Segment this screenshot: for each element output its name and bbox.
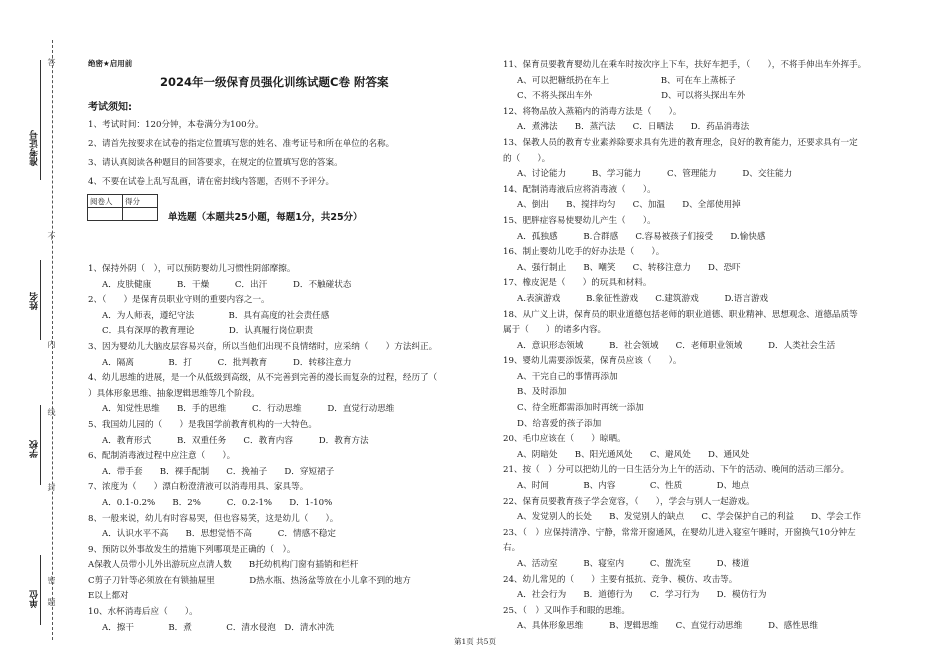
answer-options: A、可以把糖纸扔在车上 B、可在车上蒸栎子 [517, 75, 736, 86]
question-text: A保教人员带小儿外出游玩应点清人数 B托幼机构门窗有插销和栏杆 [88, 560, 359, 571]
answer-options: C、不将头探出车外 D、可以将头探出车外 [517, 91, 746, 102]
question-text: 7、浓度为（ ）漂白粉澄清液可以消毒用具、家具等。 [88, 482, 309, 493]
answer-options: A．隔离 B．打 C．批判教育 D．转移注意力 [102, 357, 352, 368]
section-heading: 单选题（本题共25小题，每题1分，共25分） [168, 212, 363, 223]
question-text: 10、水杯消毒后应（ ）。 [88, 607, 198, 618]
margin-underline-exam-number [40, 60, 42, 180]
margin-mark: 不 [47, 232, 56, 240]
question-text: 20、毛巾应该在（ ）晾晒。 [503, 434, 626, 445]
secret-label: 绝密★启用前 [88, 59, 133, 68]
notice-item: 2、请首先按要求在试卷的指定位置填写您的姓名、准考证号和所在单位的名称。 [88, 139, 395, 149]
answer-options: D、给喜爱的孩子添加 [517, 418, 602, 429]
margin-label-school: 学校 [30, 440, 40, 458]
question-text: 属于（ ）的诸多内容。 [503, 325, 607, 336]
score-blank[interactable] [123, 208, 158, 221]
notice-item: 4、不要在试卷上乱写乱画，请在密封线内答题，否则不予评分。 [88, 177, 335, 187]
question-text: 9、预防以外事故发生的措施下列哪项是正确的（ ）。 [88, 544, 296, 555]
answer-options: A．为人师表，遵纪守法 B．具有高度的社会责任感 [102, 310, 330, 321]
questions-left-column [88, 262, 437, 636]
question-text: 3、因为婴幼儿大脑皮层容易兴奋，所以当他们出现不良情绪时，应采纳（ ）方法纠正。 [88, 341, 438, 352]
score-cell: 得分 [123, 195, 158, 208]
margin-mark: 线 [47, 408, 56, 416]
question-text: 21、按（ ）分可以把幼儿的一日生活分为上午的活动、下午的活动、晚间的活动三部分。 [503, 465, 850, 476]
answer-options: A.表演游戏 B.象征性游戏 C.建筑游戏 D.语言游戏 [517, 293, 769, 304]
answer-options: B、及时添加 [517, 387, 567, 398]
margin-underline-name [40, 260, 42, 340]
notice-list [88, 116, 394, 192]
answer-options: A、讨论能力 B、学习能力 C、管理能力 D、交往能力 [517, 169, 793, 180]
page-footer: 第1页 共5页 [454, 637, 496, 646]
question-text: 16、制止婴幼儿吃手的好办法是（ ）。 [503, 247, 665, 258]
question-text: 25、（ ）又叫作手和眼的思维。 [503, 605, 630, 616]
question-text: 13、保教人员的教育专业素养除要求具有先进的教育理念，良好的教育能力，还要求具有一定 [503, 137, 858, 148]
question-text: 12、将物品放入蒸箱内的消毒方法是（ ）。 [503, 106, 682, 117]
question-text: 19、婴幼儿需要添饭菜，保育员应该（ ）。 [503, 356, 682, 367]
question-text: 2、（ ）是保育员职业守则的重要内容之一。 [88, 295, 270, 306]
notice-item: 1、考试时间：120分钟，本卷满分为100分。 [88, 120, 264, 130]
binding-margin [0, 0, 75, 671]
answer-options: A．煮沸法 B．蒸汽法 C．日晒法 D．药品消毒法 [517, 122, 750, 133]
question-text: 8、一般来说，幼儿有时容易哭，但也容易笑，这是幼儿（ ）。 [88, 513, 339, 524]
answer-options: A．带手套 B．裸手配制 C．挽袖子 D．穿短裙子 [102, 466, 335, 477]
question-text: 6、配制消毒液过程中应注意（ ）。 [88, 451, 236, 462]
question-text: 的（ ）。 [503, 153, 551, 164]
page-title: 2024年一级保育员强化训练试题C卷 附答案 [160, 75, 389, 89]
question-text: 11、保育员要教育婴幼儿在乘车时按次序上下车，扶好车把手，（ ），不将手伸出车外挥手。 [503, 60, 867, 70]
margin-label-name: 姓名 [30, 292, 40, 310]
answer-options: A、具体形象思维 B、逻辑思维 C、直觉行动思维 D、感性思维 [517, 621, 818, 632]
margin-label-exam-number: 准考证号 [30, 130, 40, 166]
question-text: 1、保持外阴（ ），可以预防婴幼儿习惯性阴部摩擦。 [88, 264, 296, 274]
grader-cell: 阅卷人 [88, 195, 123, 208]
question-text: 22、保育员要教育孩子学会宽容，（ ），学会与别人一起游戏。 [503, 496, 755, 507]
answer-options: A．擦干 B．煮 C．清水侵泡 D．清水冲洗 [102, 622, 335, 633]
answer-options: A．认识水平不高 B．思想觉悟不高 C．情感不稳定 [102, 529, 336, 540]
question-text: 18、从广义上讲，保育员的职业道德包括老师的职业道德、职业精神、思想观念、道德品质等 [503, 309, 858, 320]
questions-right-column [503, 58, 866, 635]
answer-options: A．0.1-0.2% B．2% C．0.2-1% D．1-10% [102, 497, 333, 508]
answer-options: A、强行制止 B、嘲笑 C、转移注意力 D、恐吓 [517, 262, 741, 273]
answer-options: A、时间 B、内容 C、性质 D、地点 [517, 481, 750, 492]
answer-options: A．意识形态领域 B．社会领域 C．老师职业领域 D．人类社会生活 [517, 340, 836, 351]
margin-mark: 答 [47, 58, 56, 66]
notice-heading: 考试须知: [88, 102, 132, 113]
question-text: 15、肥胖症容易使婴幼儿产生（ ）。 [503, 215, 656, 226]
answer-options: A、倒出 B、搅拌均匀 C、加温 D、全部使用掉 [517, 200, 741, 211]
margin-mark: 密 [47, 576, 56, 584]
answer-options: A．社会行为 B．道德行为 C．学习行为 D．模仿行为 [517, 590, 767, 601]
answer-options: A、干完自己的事情再添加 [517, 371, 618, 382]
question-text: 右。 [503, 543, 521, 554]
question-text: 23、（ ）应保持清净、宁静，常常开窗通风，在婴幼儿进入寝室午睡时，开窗换气10分钟左 [503, 527, 856, 538]
margin-underline-school [40, 405, 42, 485]
question-text: 4、幼儿思维的进展，是一个从低级到高级，从不完善到完善的漫长而复杂的过程，经历了（ [88, 373, 438, 384]
margin-mark: 题 [47, 598, 56, 606]
margin-label-unit: 单位 [30, 590, 40, 608]
question-text: E以上都对 [88, 591, 129, 602]
answer-options: C．具有深厚的教育理论 D．认真履行岗位职责 [102, 326, 314, 337]
question-text: 17、橡皮泥是（ ）的玩具和材料。 [503, 278, 652, 289]
notice-item: 3、请认真阅读各种题目的回答要求，在规定的位置填写您的答案。 [88, 158, 343, 168]
answer-options: A．孤独感 B.合群感 C.容易被孩子们接受 D.愉快感 [517, 231, 766, 242]
answer-options: A．皮肤健康 B．干燥 C．出汗 D．不触碰状态 [102, 279, 352, 290]
answer-options: A．知觉性思维 B．手的思维 C．行动思维 D．直觉行动思维 [102, 404, 395, 415]
answer-options: A．教育形式 B．双重任务 C．教育内容 D．教育方法 [102, 435, 369, 446]
score-table [87, 194, 158, 221]
answer-options: A、阴暗处 B、阳光通风处 C、避风处 D、通风处 [517, 449, 750, 460]
margin-mark: 封 [47, 483, 56, 491]
margin-mark: 内 [47, 340, 56, 348]
answer-options: C、待全班都需添加时再统一添加 [517, 403, 644, 414]
question-text: ）具体形象思维、抽象逻辑思维等几个阶段。 [88, 388, 260, 399]
question-text: 14、配制消毒液后应将消毒液（ ）。 [503, 184, 656, 195]
answer-options: A、活动室 B、寝室内 C、盥洗室 D、楼道 [517, 559, 750, 569]
margin-underline-unit [40, 555, 42, 625]
question-text: 24、幼儿常见的（ ）主要有抵抗、竞争、模仿、攻击等。 [503, 574, 738, 585]
question-text: 5、我国幼儿园的（ ）是我国学前教育机构的一大特色。 [88, 419, 317, 430]
question-text: C剪子刀针等必须放在有锁抽屉里 D热水瓶、热汤盆等放在小儿拿不到的地方 [88, 575, 411, 586]
grader-blank[interactable] [88, 208, 123, 221]
answer-options: A、发觉别人的长处 B、发觉别人的缺点 C、学会保护自己的利益 D、学会工作 [517, 512, 861, 523]
